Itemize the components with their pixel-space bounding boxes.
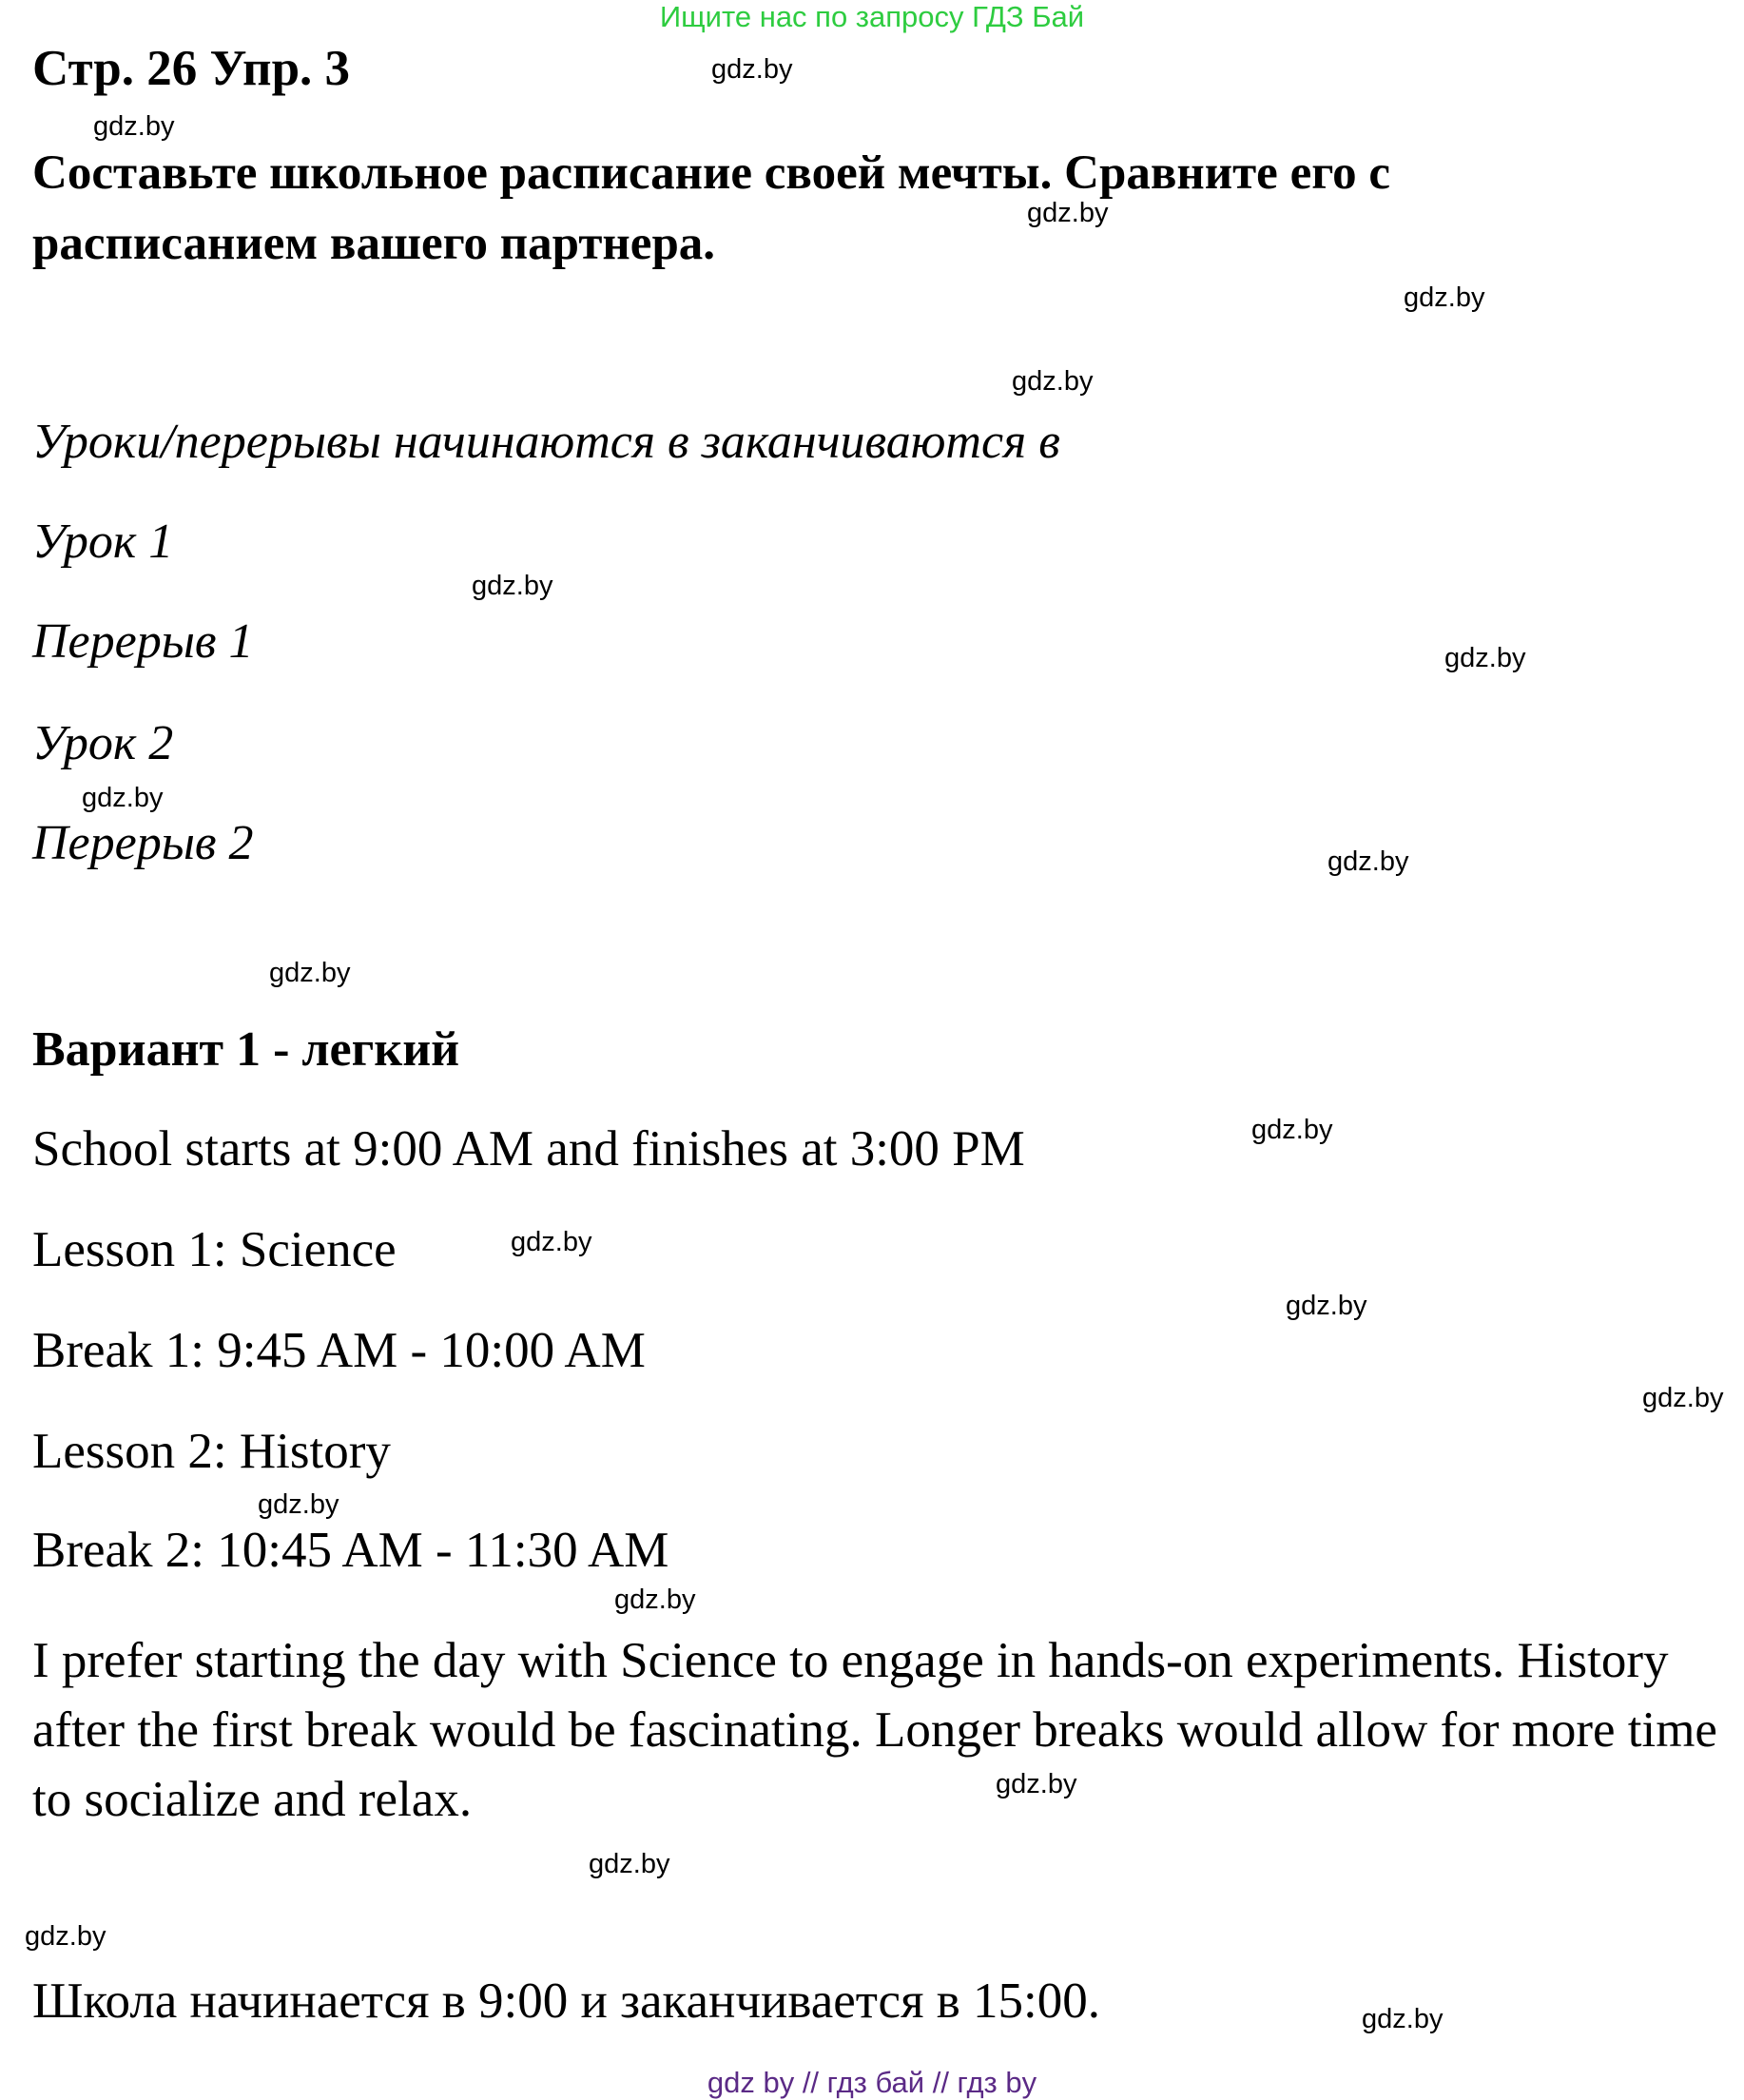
top-search-hint[interactable]: Ищите нас по запросу ГДЗ Бай [659, 0, 1085, 33]
watermark: gdz.by [1327, 846, 1409, 877]
watermark: gdz.by [472, 571, 553, 601]
task-line-2: расписанием вашего партнера. [32, 217, 716, 270]
template-line-5: Перерыв 2 [32, 816, 254, 870]
watermark: gdz.by [25, 1921, 107, 1952]
template-line-3: Перерыв 1 [32, 614, 254, 669]
watermark: gdz.by [1251, 1115, 1333, 1145]
watermark: gdz.by [1404, 282, 1485, 313]
watermark: gdz.by [1444, 643, 1526, 673]
answer-line-2: Lesson 1: Science [32, 1222, 397, 1277]
watermark: gdz.by [269, 958, 351, 988]
translation-line: Школа начинается в 9:00 и заканчивается в 15:00. [32, 1974, 1100, 2029]
template-line-1: Уроки/перерывы начинаются в заканчиваются в [32, 415, 1060, 469]
template-line-2: Урок 1 [32, 515, 174, 569]
variant-title: Вариант 1 - легкий [32, 1022, 460, 1077]
watermark: gdz.by [1012, 366, 1094, 397]
watermark: gdz.by [93, 111, 175, 142]
template-line-4: Урок 2 [32, 716, 174, 770]
watermark: gdz.by [1286, 1291, 1367, 1321]
watermark: gdz.by [996, 1769, 1077, 1799]
task-line-1: Составьте школьное расписание своей мечты. Сравните его с [32, 146, 1390, 200]
watermark: gdz.by [258, 1489, 339, 1520]
watermark: gdz.by [589, 1849, 670, 1879]
watermark: gdz.by [82, 783, 164, 813]
watermark: gdz.by [1362, 2004, 1444, 2034]
answer-line-3: Break 1: 9:45 AM - 10:00 AM [32, 1323, 646, 1378]
answer-line-1: School starts at 9:00 AM and finishes at 3:00 PM [32, 1121, 1025, 1176]
watermark: gdz.by [511, 1227, 592, 1257]
watermark: gdz.by [711, 54, 793, 85]
watermark: gdz.by [1642, 1383, 1724, 1413]
watermark: gdz.by [1027, 198, 1109, 228]
watermark: gdz.by [614, 1585, 696, 1615]
answer-line-4: Lesson 2: History [32, 1424, 391, 1479]
page-reference: Стр. 26 Упр. 3 [32, 41, 351, 96]
footer-links[interactable]: gdz by // гдз бай // гдз by [707, 2066, 1037, 2099]
answer-line-5: Break 2: 10:45 AM - 11:30 AM [32, 1523, 669, 1578]
answer-paragraph: I prefer starting the day with Science to engage in hands-on experiments. History after the first break would be fascinating. Longer breaks would allow for more time to socialize and relax. [32, 1633, 1717, 1827]
